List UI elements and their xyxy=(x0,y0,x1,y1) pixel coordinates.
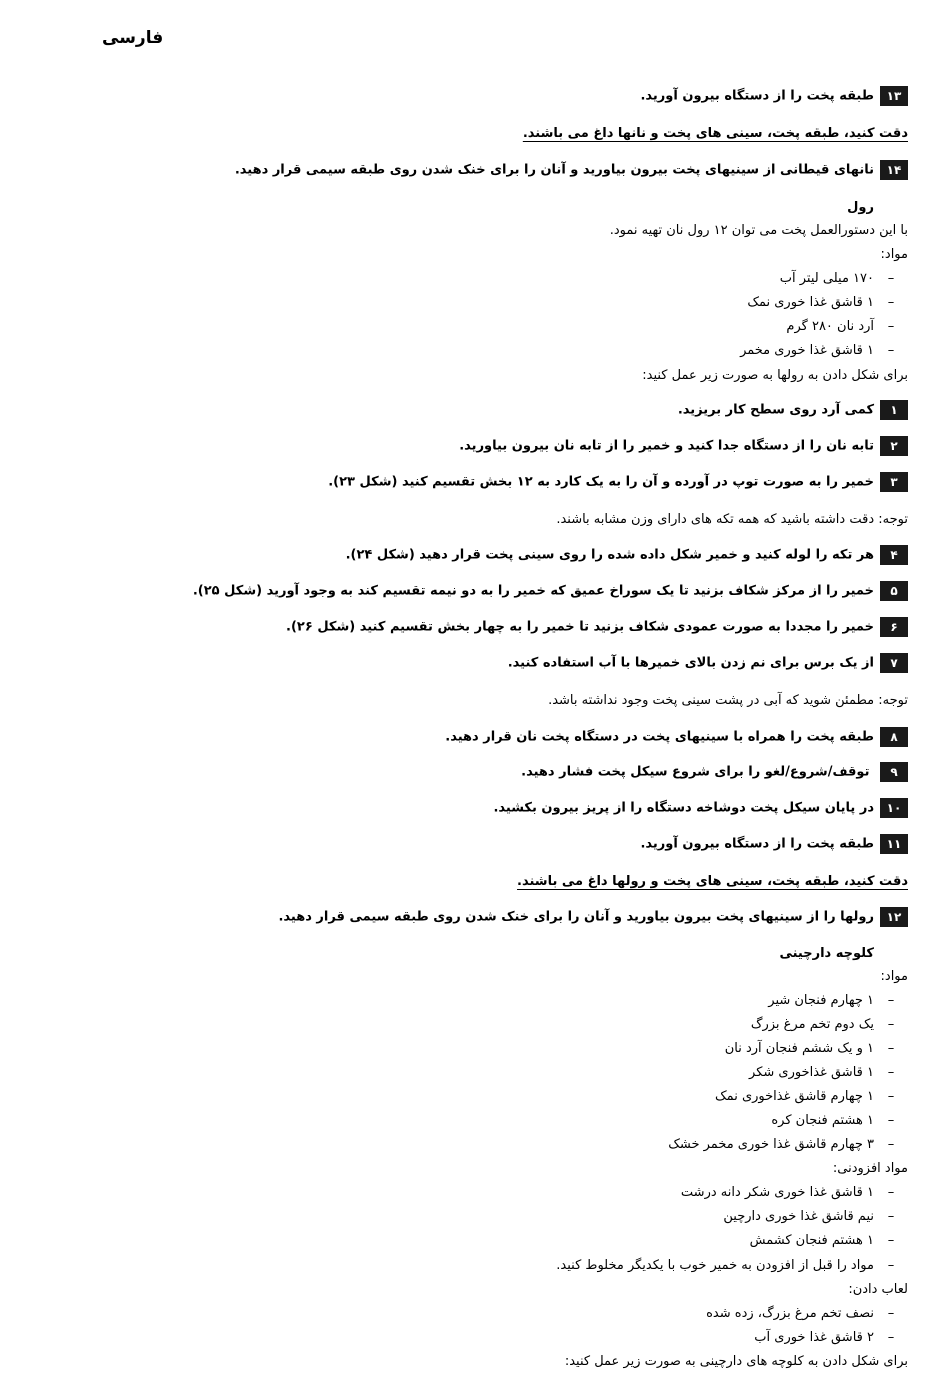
list-dash: – xyxy=(887,1137,895,1152)
step-number-badge: ۱۴ xyxy=(880,160,908,180)
list-dash: – xyxy=(887,343,895,358)
paragraph-line xyxy=(565,1352,908,1372)
list-dash: – xyxy=(887,271,895,286)
ingredient-item xyxy=(706,1304,908,1324)
step-text: از یک برس برای نم زدن بالای خمیرها با آب استفاده کنید. xyxy=(507,655,874,671)
step-number-badge: ۸ xyxy=(880,727,908,747)
ingredient-item xyxy=(768,991,908,1011)
list-dash: – xyxy=(887,295,895,310)
note-label: توجه: xyxy=(878,693,908,708)
step-text: خمیر را از مرکز شکاف بزنید تا یک سوراخ عمیق که خمیر را به دو نیمه تقسیم کند به وجود آورید (شکل ۲۵). xyxy=(192,583,874,599)
step-text: طبقه پخت را از دستگاه بیرون آورید. xyxy=(640,88,874,104)
step-text: در پایان سیکل پخت دوشاخه دستگاه را از پریز بیرون بکشید. xyxy=(493,800,874,816)
paragraph-text: مواد افزودنی: xyxy=(832,1161,908,1176)
page-language-header: فارسی xyxy=(102,28,164,48)
note-label: توجه: xyxy=(878,512,908,527)
ingredient-text: ۲ قاشق غذا خوری آب xyxy=(754,1330,874,1345)
paragraph-text: با این دستورالعمل پخت می توان ۱۲ رول نان تهیه نمود. xyxy=(609,223,908,238)
step-text: رولها را از سینیهای پخت بیرون بیاورید و آنان را برای خنک شدن روی طبقه سیمی قرار دهید. xyxy=(278,909,874,925)
step-number-badge: ۲ xyxy=(880,436,908,456)
section-heading xyxy=(847,198,874,218)
ingredient-item xyxy=(681,1183,908,1203)
instruction-step xyxy=(445,727,908,748)
paragraph-text: مواد: xyxy=(880,247,908,262)
step-number-badge: ۱۳ xyxy=(880,86,908,106)
note-line xyxy=(548,691,908,711)
step-text: نانهای قیطانی از سینیهای پخت بیرون بیاورید و آنان را برای خنک شدن روی طبقه سیمی قرار دهید. xyxy=(234,162,874,178)
step-number-badge: ۹ xyxy=(880,762,908,782)
ingredient-item xyxy=(723,1207,908,1227)
instruction-step xyxy=(328,472,908,493)
ingredient-item xyxy=(750,1231,908,1251)
step-text: خمیر را به صورت توپ در آورده و آن را به یک کارد به ۱۲ بخش تقسیم کنید (شکل ۲۳). xyxy=(328,474,874,490)
step-number-badge: ۱ xyxy=(880,400,908,420)
ingredient-item xyxy=(786,317,908,337)
instruction-step xyxy=(346,545,908,566)
paragraph-text: برای شکل دادن به رولها به صورت زیر عمل کنید: xyxy=(642,368,908,383)
list-dash: – xyxy=(887,1233,895,1248)
ingredient-item xyxy=(740,341,908,361)
heading-text: رول xyxy=(847,200,874,215)
list-dash: – xyxy=(887,1258,895,1273)
ingredient-text: ۱ قاشق غذا خوری شکر دانه درشت xyxy=(680,1185,874,1200)
list-dash: – xyxy=(887,1041,895,1056)
step-number-badge: ۱۰ xyxy=(880,798,908,818)
ingredient-item xyxy=(771,1111,908,1131)
ingredient-item xyxy=(668,1135,908,1155)
step-number-badge: ۳ xyxy=(880,472,908,492)
list-dash: – xyxy=(887,993,895,1008)
instruction-step xyxy=(286,617,908,638)
step-text: طبقه پخت را همراه با سینیهای پخت در دستگاه پخت نان قرار دهید. xyxy=(445,729,874,745)
ingredient-text: ۱ هشتم فنجان کره xyxy=(771,1113,874,1128)
step-number-badge: ۱۲ xyxy=(880,907,908,927)
list-dash: – xyxy=(887,319,895,334)
step-number-badge: ۶ xyxy=(880,617,908,637)
instruction-step xyxy=(521,762,908,783)
step-text: هر تکه را لوله کنید و خمیر شکل داده شده را روی سینی پخت قرار دهید (شکل ۲۴). xyxy=(345,547,874,563)
ingredient-text: آرد نان ۲۸۰ گرم xyxy=(786,319,874,334)
ingredient-item xyxy=(749,1063,908,1083)
instruction-step xyxy=(193,581,908,602)
ingredient-text: ۱ قاشق غذا خوری نمک xyxy=(747,295,874,310)
step-text: توقف/شروع/لغو را برای شروع سیکل پخت فشار دهید. xyxy=(521,764,874,780)
paragraph-text: لعاب دادن: xyxy=(848,1282,908,1297)
list-dash: – xyxy=(887,1185,895,1200)
paragraph-line xyxy=(610,221,908,241)
list-dash: – xyxy=(887,1330,895,1345)
ingredient-text: مواد را قبل از افزودن به خمیر خوب با یکدیگر مخلوط کنید. xyxy=(556,1258,874,1273)
paragraph-text: مواد: xyxy=(880,969,908,984)
note-line xyxy=(556,510,908,530)
list-dash: – xyxy=(887,1209,895,1224)
ingredient-item xyxy=(754,1328,908,1348)
list-dash: – xyxy=(887,1113,895,1128)
instruction-step xyxy=(640,834,908,855)
step-text: خمیر را مجددا به صورت عمودی شکاف بزنید تا خمیر را به چهار بخش تقسیم کنید (شکل ۲۶). xyxy=(286,619,874,635)
ingredient-item xyxy=(556,1256,908,1276)
step-number-badge: ۵ xyxy=(880,581,908,601)
step-number-badge: ۷ xyxy=(880,653,908,673)
ingredient-text: نیم قاشق غذا خوری دارچین xyxy=(723,1209,874,1224)
paragraph-line xyxy=(881,967,908,987)
paragraph-text: برای شکل دادن به کلوچه های دارچینی به صورت زیر عمل کنید: xyxy=(564,1354,908,1369)
instruction-step xyxy=(235,160,908,181)
step-text: تابه نان را از دستگاه جدا کنید و خمیر را از تابه نان بیرون بیاورید. xyxy=(459,438,874,454)
note-text: مطمئن شوید که آبی در پشت سینی پخت وجود نداشته باشد. xyxy=(548,693,875,708)
heading-text: کلوچه دارچینی xyxy=(779,946,874,961)
list-dash: – xyxy=(887,1017,895,1032)
ingredient-item xyxy=(751,1015,908,1035)
paragraph-line xyxy=(642,366,908,386)
ingredient-item xyxy=(715,1087,908,1107)
warning-line xyxy=(523,124,908,144)
ingredient-text: ۱۷۰ میلی لیتر آب xyxy=(779,271,874,286)
step-number-badge: ۱۱ xyxy=(880,834,908,854)
paragraph-line xyxy=(848,1280,908,1300)
ingredient-item xyxy=(780,269,908,289)
instruction-step xyxy=(278,907,908,928)
instruction-step xyxy=(678,400,908,421)
instruction-step xyxy=(493,798,908,819)
instruction-step xyxy=(508,653,908,674)
warning-text: دقت کنید، طبقه پخت، سینی های پخت و رولها داغ می باشند. xyxy=(517,874,908,889)
ingredient-text: یک دوم تخم مرغ بزرگ xyxy=(750,1017,874,1032)
ingredient-text: ۱ قاشق غذا خوری مخمر xyxy=(740,343,874,358)
warning-text: دقت کنید، طبقه پخت، سینی های پخت و نانها داغ می باشند. xyxy=(522,126,908,141)
list-dash: – xyxy=(887,1065,895,1080)
ingredient-text: ۱ چهارم قاشق غذاخوری نمک xyxy=(715,1089,874,1104)
ingredient-text: ۱ و یک ششم فنجان آرد نان xyxy=(724,1041,874,1056)
paragraph-line xyxy=(881,245,908,265)
list-dash: – xyxy=(887,1089,895,1104)
ingredient-text: نصف تخم مرغ بزرگ، زده شده xyxy=(706,1306,874,1321)
paragraph-line xyxy=(833,1159,908,1179)
step-number-badge: ۴ xyxy=(880,545,908,565)
ingredient-text: ۳ چهارم قاشق غذا خوری مخمر خشک xyxy=(668,1137,874,1152)
instruction-step xyxy=(459,436,908,457)
warning-line xyxy=(517,872,908,892)
step-text: طبقه پخت را از دستگاه بیرون آورید. xyxy=(640,836,874,852)
ingredient-text: ۱ هشتم فنجان کشمش xyxy=(749,1233,874,1248)
instruction-step xyxy=(640,86,908,107)
ingredient-text: ۱ قاشق غذاخوری شکر xyxy=(749,1065,874,1080)
ingredient-item xyxy=(725,1039,908,1059)
step-text: کمی آرد روی سطح کار بریزید. xyxy=(677,402,874,418)
section-heading xyxy=(779,944,874,964)
list-dash: – xyxy=(887,1306,895,1321)
ingredient-text: ۱ چهارم فنجان شیر xyxy=(768,993,874,1008)
note-text: دقت داشته باشید که همه تکه های دارای وزن مشابه باشند. xyxy=(556,512,875,527)
ingredient-item xyxy=(747,293,908,313)
